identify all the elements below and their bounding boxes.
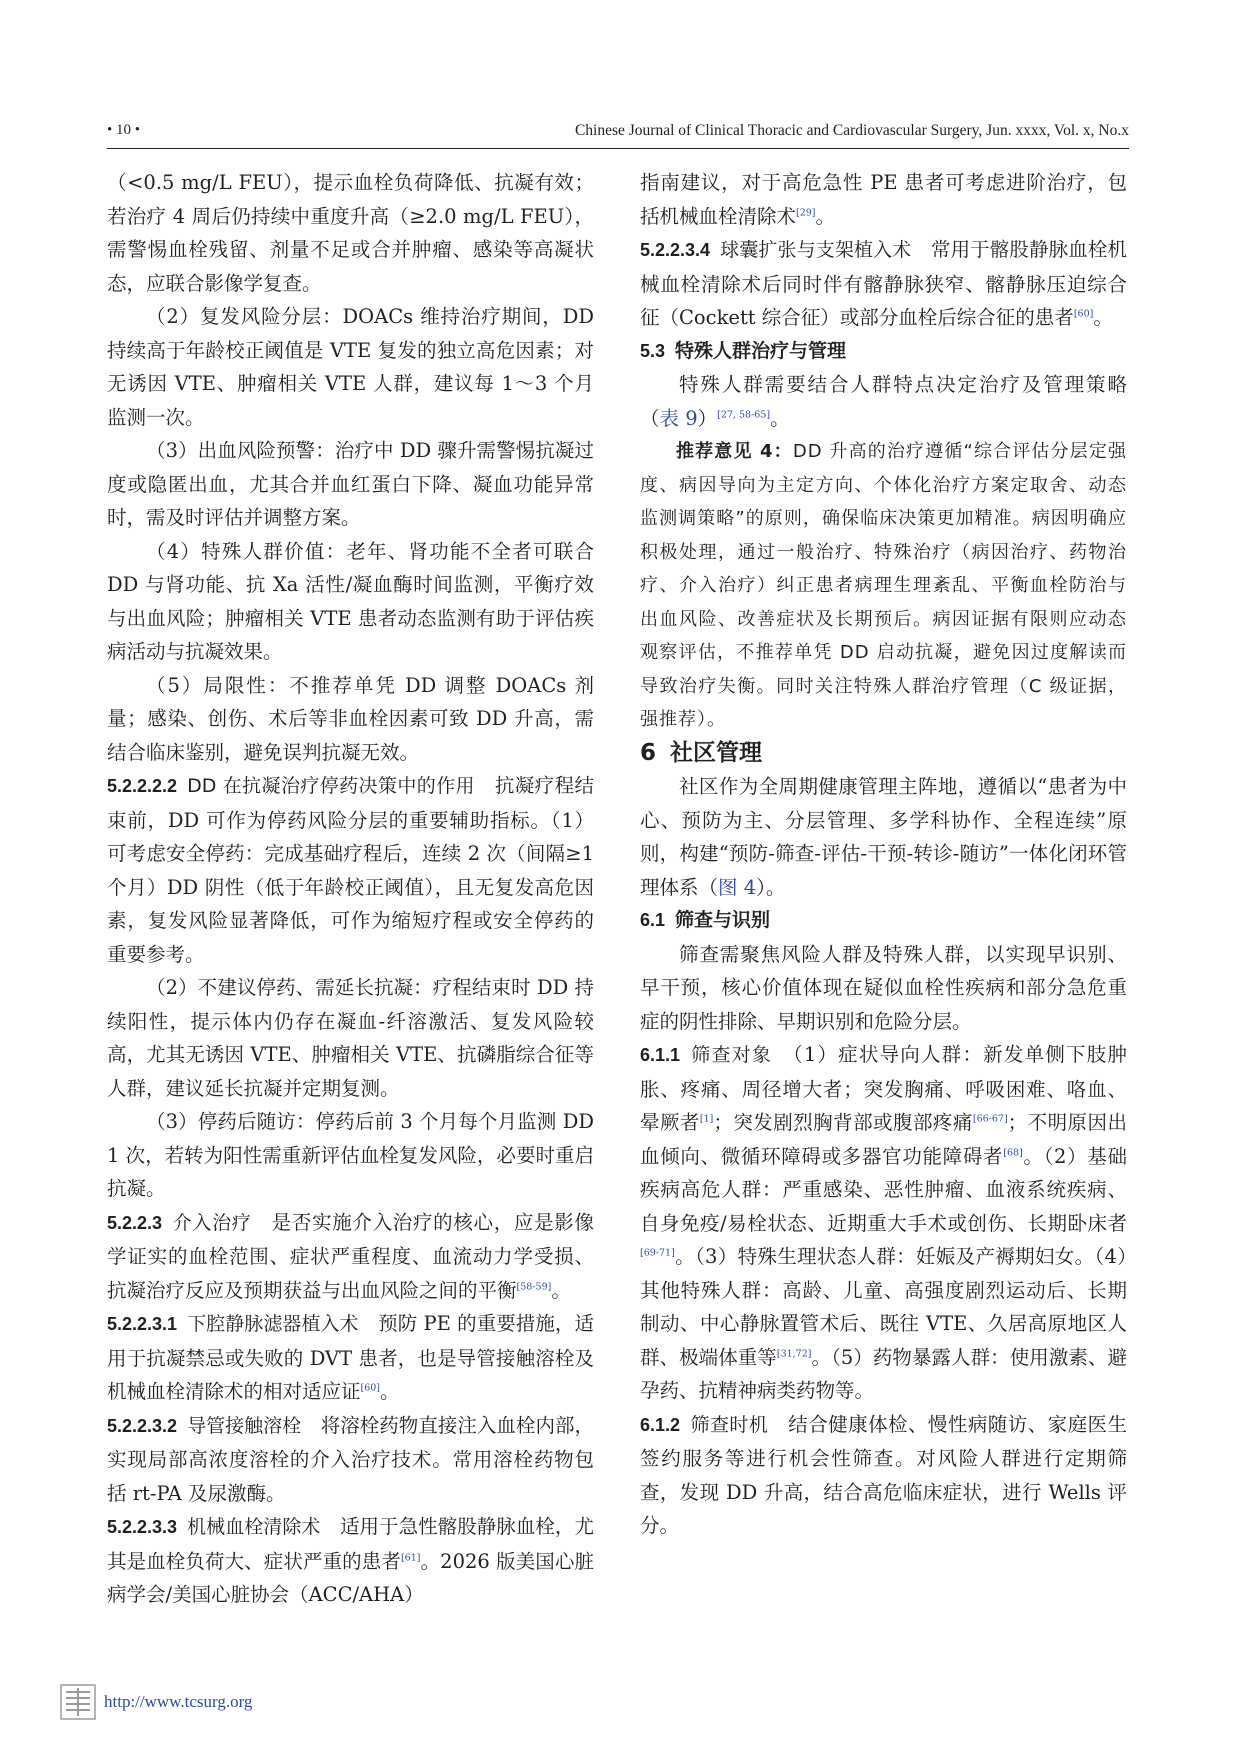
figure-4-link[interactable]: 图 4 <box>718 875 757 899</box>
subsection-5-2-2-3-4: 5.2.2.3.4 球囊扩张与支架植入术 常用于髂股静脉血栓机械血栓清除术后同时伴有髂静脉狭窄、髂静脉压迫综合征（Cockett 综合征）或部分血栓后综合征的患者[60]。 <box>640 238 1127 329</box>
section-number: 5.2.2.3.4 <box>640 240 711 260</box>
table-9-link[interactable]: 表 9 <box>659 406 698 430</box>
subsection-5-2-2-3-2 <box>107 1409 594 1511</box>
journal-logo-icon <box>60 1684 96 1720</box>
citation-link[interactable]: [29] <box>796 207 816 218</box>
citation-link[interactable]: [68] <box>1003 1147 1023 1158</box>
section-number: 6.1 <box>640 910 666 930</box>
section-number: 5.2.2.3.2 <box>107 1415 178 1436</box>
section-number: 5.2.2.3 <box>107 1212 163 1233</box>
paragraph: 指南建议，对于高危急性 PE 患者可考虑进阶治疗，包括机械血栓清除术[29]。 <box>640 171 1127 228</box>
paragraph-text: 特殊人群需要结合人群特点决定治疗及管理策略（ <box>640 373 1127 430</box>
citation-link[interactable]: [66-67] <box>972 1113 1008 1125</box>
paragraph: 筛查需聚焦风险人群及特殊人群，以实现早识别、早干预，核心价值体现在疑似血栓性疾病和部分急危重症的阴性排除、早期识别和危险分层。 <box>640 942 1127 1033</box>
section-heading: 特殊人群治疗与管理 <box>675 339 847 362</box>
section-title: DD 在抗凝治疗停药决策中的作用 <box>187 775 475 797</box>
subsection-6-1-1 <box>640 1038 1127 1408</box>
running-header <box>107 118 1129 149</box>
section-number: 6.1.1 <box>640 1045 681 1065</box>
section-text: ；突发剧烈胸背部或腹部疼痛 <box>713 1111 973 1134</box>
section-text: 。（5）药物暴露人群：使用激素、避孕药、抗精神病类药物等。 <box>640 1345 1127 1402</box>
heading-6 <box>640 737 1127 771</box>
journal-citation: Chinese Journal of Clinical Thoracic and Cardiovascular Surgery, Jun. xxxx, Vol. x, No.x <box>574 122 1129 139</box>
section-title: 下腔静脉滤器植入术 <box>187 1313 359 1335</box>
citation-link[interactable]: [60] <box>1073 308 1094 320</box>
citation-link[interactable]: [58-59] <box>516 1281 552 1292</box>
paragraph: （5）局限性：不推荐单凭 DD 调整 DOACs 剂量；感染、创伤、术后等非血栓因素可致 DD 升高，需结合临床鉴别，避免误判抗凝无效。 <box>107 673 594 764</box>
section-text: 抗凝疗程结束前，DD 可作为停药风险分层的重要辅助指标。（1）可考虑安全停药：完成基础疗程后，连续 2 次（间隔≥1 个月）DD 阴性（低于年龄校正阈值），且无复发高危因素，复发风险显著降低，可作为缩短疗程或安全停药的重要参考。 <box>107 774 594 966</box>
citation-link[interactable]: [27, 58-65] <box>717 409 771 420</box>
section-number: 6.1.2 <box>640 1414 681 1435</box>
subsection-5-2-2-2-2 <box>107 769 594 971</box>
left-column <box>107 166 594 1612</box>
paragraph: （2）不建议停药、需延长抗凝：疗程结束时 DD 持续阳性，提示体内仍存在凝血-纤溶激活、复发风险较高，尤其无诱因 VTE、肿瘤相关 VTE、抗磷脂综合征等人群，建议延长抗凝并定期复测。 <box>107 976 594 1100</box>
section-heading: 社区管理 <box>670 739 763 766</box>
section-text: 将溶栓药物直接注入血栓内部，实现局部高浓度溶栓的介入治疗技术。常用溶栓药物包括 rt-PA 及尿激酶。 <box>107 1413 594 1505</box>
citation-link[interactable]: [61] <box>400 1552 421 1563</box>
section-title: 介入治疗 <box>172 1211 252 1234</box>
citation-link[interactable]: [69-71] <box>640 1247 675 1259</box>
paragraph: （2）复发风险分层：DOACs 维持治疗期间，DD 持续高于年龄校正阈值是 VTE 复发的独立高危因素；对无诱因 VTE、肿瘤相关 VTE 人群，建议每 1～3 个月监测一次。 <box>107 305 594 429</box>
paragraph: 特殊人群需要结合人群特点决定治疗及管理策略（表 9）[27, 58-65]。 <box>640 373 1127 430</box>
section-number: 6 <box>640 739 657 766</box>
heading-6-1 <box>640 904 1127 938</box>
section-number: 5.2.2.3.1 <box>107 1314 178 1334</box>
section-text: 。（2）基础疾病高危人群：严重感染、恶性肿瘤、血液系统疾病、自身免疫/易栓状态、近期重大手术或创伤、长期卧床者 <box>640 1144 1127 1235</box>
paragraph: （4）特殊人群价值：老年、肾功能不全者可联合 DD 与肾功能、抗 Xa 活性/凝血酶时间监测，平衡疗效与出血风险；肿瘤相关 VTE 患者动态监测有助于评估疾病活动与抗凝效果。 <box>107 539 594 663</box>
section-text: ；不明原因出血倾向、微循环障碍或多器官功能障碍者 <box>640 1111 1127 1168</box>
section-text: 。2026 版美国心脏病学会/美国心脏协会（ACC/AHA） <box>107 1549 594 1606</box>
citation-link[interactable]: [31,72] <box>776 1348 812 1359</box>
subsection-5-2-2-3-1: 5.2.2.3.1 下腔静脉滤器植入术 预防 PE 的重要措施，适用于抗凝禁忌或失败的 DVT 患者，也是导管接触溶栓及机械血栓清除术的相对适应证[60]。 <box>107 1312 594 1403</box>
paragraph-text: ）。 <box>756 875 786 899</box>
heading-5-3 <box>640 335 1127 369</box>
section-title: 机械血栓清除术 <box>187 1516 321 1538</box>
subsection-6-1-2 <box>640 1408 1127 1543</box>
subsection-5-2-2-3: 5.2.2.3 介入治疗 是否实施介入治疗的核心，应是影像学证实的血栓范围、症状严重程度、血流动力学受损、抗凝治疗反应及预期获益与出血风险之间的平衡[58-59]。 <box>107 1210 594 1302</box>
section-title: 筛查时机 <box>690 1413 769 1436</box>
paragraph-text: ） <box>697 406 718 430</box>
citation-link[interactable]: [1] <box>699 1113 714 1125</box>
paragraph-text: 指南建议，对于高危急性 PE 患者可考虑进阶治疗，包括机械血栓清除术 <box>640 171 1127 228</box>
paragraph: （3）出血风险预警：治疗中 DD 骤升需警惕抗凝过度或隐匿出血，尤其合并血红蛋白下降、凝血功能异常时，需及时评估并调整方案。 <box>107 439 594 529</box>
paragraph-text: 社区作为全周期健康管理主阵地，遵循以“患者为中心、预防为主、分层管理、多学科协作、全程连续”原则，构建“预防-筛查-评估-干预-转诊-随访”一体化闭环管理体系（ <box>640 775 1127 899</box>
journal-url-link[interactable]: http://www.tcsurg.org <box>104 1692 253 1711</box>
section-number: 5.3 <box>640 340 666 361</box>
citation-link[interactable]: [60] <box>360 1382 381 1394</box>
section-text: 是否实施介入治疗的核心，应是影像学证实的血栓范围、症状严重程度、血流动力学受损、抗凝治疗反应及预期获益与出血风险之间的平衡 <box>107 1210 594 1302</box>
recommendation-4 <box>640 435 1127 737</box>
recommendation-label: 推荐意见 4： <box>676 441 793 462</box>
section-title: 筛查对象 <box>690 1044 773 1066</box>
section-title: 球囊扩张与支架植入术 <box>720 239 912 261</box>
section-text: 常用于髂股静脉血栓机械血栓清除术后同时伴有髂静脉狭窄、髂静脉压迫综合征（Cockett 综合征）或部分血栓后综合征的患者 <box>640 238 1127 329</box>
section-text: 结合健康体检、慢性病随访、家庭医生签约服务等进行机会性筛查。对风险人群进行定期筛查，发现 DD 升高，结合高危临床症状，进行 Wells 评分。 <box>640 1412 1127 1537</box>
paragraph: （<0.5 mg/L FEU），提示血栓负荷降低、抗凝有效；若治疗 4 周后仍持续中重度升高（≥2.0 mg/L FEU），需警惕血栓残留、剂量不足或合并肿瘤、感染等高凝状态，应联合影像学复查。 <box>107 171 594 295</box>
section-text: 适用于急性髂股静脉血栓，尤其是血栓负荷大、症状严重的患者 <box>107 1515 594 1573</box>
paragraph: （3）停药后随访：停药后前 3 个月每个月监测 DD 1 次，若转为阳性需重新评估血栓复发风险，必要时重启抗凝。 <box>107 1110 594 1200</box>
recommendation-text: DD 升高的治疗遵循“综合评估分层定强度、病因导向为主定方向、个体化治疗方案定取舍、动态监测调策略”的原则，确保临床决策更加精准。病因明确应积极处理，通过一般治疗、特殊治疗（病因治疗、药物治疗、介入治疗）纠正患者病理生理紊乱、平衡血栓防治与出血风险、改善症状及长期预后。病因证据有限则应动态观察评估，不推荐单凭 DD 启动抗凝，避免因过度解读而导致治疗失衡。同时关注特殊人群治疗管理（C 级证据，强推荐）。 <box>640 441 1127 730</box>
section-title: 导管接触溶栓 <box>187 1414 302 1437</box>
right-column <box>640 166 1127 1543</box>
subsection-5-2-2-3-3 <box>107 1510 594 1612</box>
paragraph <box>640 770 1127 904</box>
page-number: • 10 • <box>107 122 141 138</box>
section-text: （1）症状导向人群：新发单侧下肢肿胀、疼痛、周径增大者；突发胸痛、呼吸困难、咯血、晕厥者 <box>640 1043 1127 1134</box>
section-text: 。（3）特殊生理状态人群：妊娠及产褥期妇女。（4）其他特殊人群：高龄、儿童、高强度剧烈运动后、长期制动、中心静脉置管术后、既往 VTE、久居高原地区人群、极端体重等 <box>640 1245 1127 1369</box>
section-text: 预防 PE 的重要措施，适用于抗凝禁忌或失败的 DVT 患者，也是导管接触溶栓及机械血栓清除术的相对适应证 <box>107 1312 594 1403</box>
section-number: 5.2.2.3.3 <box>107 1517 178 1537</box>
section-number: 5.2.2.2.2 <box>107 776 178 796</box>
section-heading: 筛查与识别 <box>675 909 771 931</box>
